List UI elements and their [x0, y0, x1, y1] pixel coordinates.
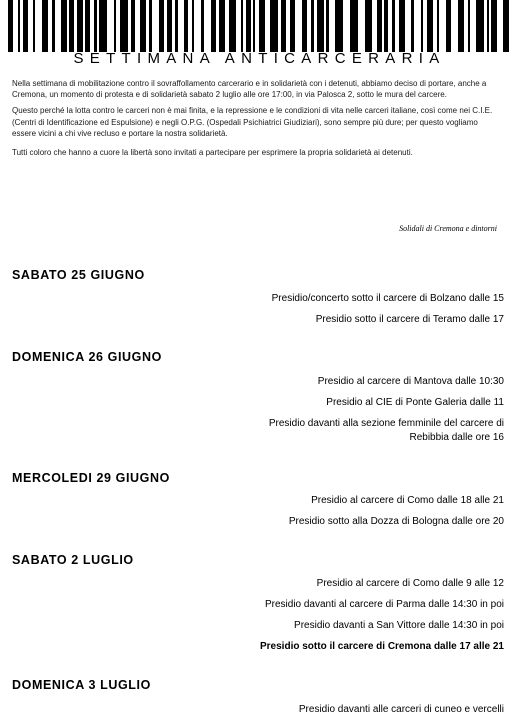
barcode-stripe	[42, 0, 48, 52]
barcode-stripe	[192, 0, 194, 52]
intro-text	[12, 78, 502, 163]
barcode-stripe	[201, 0, 204, 52]
barcode-stripe	[69, 0, 74, 52]
barcode-stripe	[311, 0, 314, 52]
event-item: Presidio davanti alla sezione femminile del carcere di Rebibbia dalle ore 16	[268, 418, 504, 443]
barcode-stripe	[253, 0, 255, 52]
event-item: Presidio al carcere di Como dalle 9 alle 12	[316, 578, 504, 589]
event-item-highlighted: Presidio sotto il carcere di Cremona dalle 17 alle 21	[260, 641, 504, 652]
barcode-stripe	[99, 0, 107, 52]
barcode-stripe	[365, 0, 372, 52]
barcode-stripe	[33, 0, 35, 52]
barcode-stripe	[281, 0, 286, 52]
intro-paragraph-1: Nella settimana di mobilitazione contro il sovraffollamento carcerario e in solidarietà con i detenuti, abbiamo deciso di portare, anche a Cremona, un momento di protesta e di solidarietà sabato 2 luglio alle ore 17:00, in via Palosca 2, sotto le mura del carcere.	[12, 79, 487, 100]
barcode-stripe	[114, 0, 116, 52]
barcode-stripe	[290, 0, 295, 52]
barcode-stripe	[487, 0, 489, 52]
barcode-stripe	[259, 0, 265, 52]
day-heading: MERCOLEDI 29 GIUGNO	[12, 471, 170, 485]
barcode-stripe	[241, 0, 243, 52]
event-item: Presidio sotto alla Dozza di Bologna dalle ore 20	[288, 516, 504, 527]
barcode-stripe	[317, 0, 324, 52]
barcode-stripe	[167, 0, 172, 52]
barcode-stripe	[411, 0, 414, 52]
barcode-stripe	[326, 0, 329, 52]
barcode-stripe	[384, 0, 388, 52]
day-heading: DOMENICA 3 LUGLIO	[12, 678, 151, 692]
barcode-stripe	[476, 0, 484, 52]
barcode-stripe	[270, 0, 278, 52]
event-item: Presidio/concerto sotto il carcere di Bolzano dalle 15	[271, 293, 504, 304]
barcode-stripe	[85, 0, 90, 52]
barcode-stripe	[427, 0, 433, 52]
event-item: Presidio al carcere di Mantova dalle 10:30	[317, 376, 504, 387]
barcode-stripe	[458, 0, 464, 52]
event-item: Presidio davanti a San Vittore dalle 14:30 in poi	[294, 620, 504, 631]
barcode-stripe	[446, 0, 451, 52]
day-heading: SABATO 2 LUGLIO	[12, 553, 134, 567]
barcode-stripe	[302, 0, 307, 52]
barcode-stripe	[149, 0, 152, 52]
barcode-stripe	[246, 0, 251, 52]
barcode-stripe	[175, 0, 178, 52]
intro-paragraph-2: Questo perché la lotta contro le carceri non è mai finita, e la repressione e le condizioni di vita nelle carceri italiane, così come nei C.I.E. (Centri di Identificazione ed Espulsione) e negli O.P.G. (Ospedali Psichiatrici Giudiziari), sono sempre più dure; per questo vogliamo essere vicini a chi vive recluso e portare la nostra solidarietà.	[12, 106, 493, 138]
barcode-stripe	[94, 0, 97, 52]
barcode-stripe	[140, 0, 146, 52]
barcode-stripe	[77, 0, 83, 52]
event-item: Presidio al carcere di Como dalle 18 alle 21	[311, 495, 504, 506]
barcode-stripe	[52, 0, 55, 52]
event-item: Presidio sotto il carcere di Teramo dalle 17	[315, 314, 504, 325]
barcode-stripe	[219, 0, 225, 52]
page-title: SETTIMANA ANTICARCERARIA	[73, 50, 446, 67]
barcode-stripe	[468, 0, 470, 52]
barcode-stripe	[131, 0, 135, 52]
barcode-stripe	[335, 0, 343, 52]
event-item: Presidio al CIE di Ponte Galeria dalle 11	[326, 397, 504, 408]
event-item: Presidio davanti alle carceri di cuneo e vercelli	[298, 704, 504, 715]
barcode-stripe	[120, 0, 128, 52]
event-item: Presidio davanti al carcere di Parma dalle 14:30 in poi	[264, 599, 504, 610]
barcode-stripe	[392, 0, 395, 52]
barcode-stripe	[184, 0, 188, 52]
barcode-stripe	[229, 0, 236, 52]
intro-paragraph-3: Tutti coloro che hanno a cuore la libertà sono invitati a partecipare per esprimere la propria solidarietà ai detenuti.	[12, 148, 413, 158]
barcode-stripe	[399, 0, 405, 52]
day-heading: DOMENICA 26 GIUGNO	[12, 350, 162, 364]
barcode-stripe	[211, 0, 216, 52]
barcode-stripe	[23, 0, 28, 52]
barcode-stripe	[350, 0, 358, 52]
barcode-stripe	[421, 0, 423, 52]
barcode-stripe	[491, 0, 497, 52]
signature: Solidali di Cremona e dintorni	[399, 224, 497, 233]
barcode-stripe	[159, 0, 164, 52]
barcode-stripe	[18, 0, 20, 52]
barcode-stripe	[377, 0, 382, 52]
barcode-stripe	[8, 0, 13, 52]
barcode-header-graphic	[8, 0, 510, 52]
day-heading: SABATO 25 GIUGNO	[12, 268, 145, 282]
barcode-stripe	[61, 0, 67, 52]
barcode-stripe	[503, 0, 509, 52]
barcode-stripe	[437, 0, 439, 52]
